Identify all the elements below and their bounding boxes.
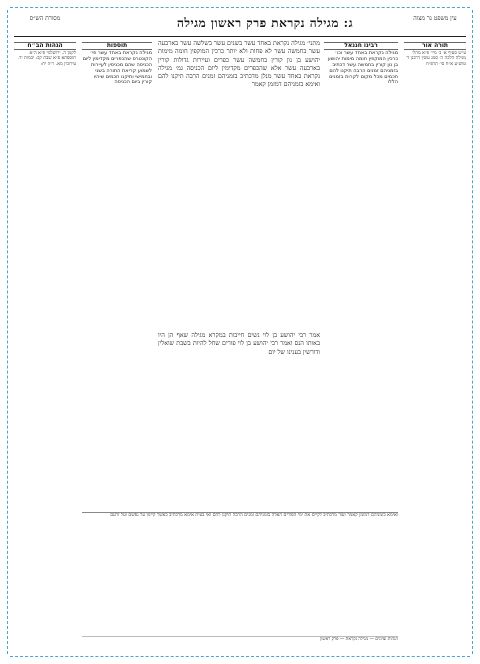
cut-line-left — [7, 10, 8, 654]
margin-right-column — [404, 40, 466, 642]
gemara-text: מתני׳ מגילה נקראת באחד עשר בשנים עשר בשלשה עשר בארבעה עשר בחמשה עשר לא פחות ולא יותר כרכין המוקפין חומה מימות יהושע בן נון קורין בחמשה עשר כפרים ועיירות גדולות קורין בארבעה עשר אלא שהכפרים מקדימין ליום הכניסה גמ׳ מגילה נקראת באחד עשר מנלן מדכתיב בזמניהם זמנים הרבה תיקנו להם ואימא בזמניהם דמזמן קאמר — [158, 40, 320, 89]
tosafot-text: מגילה נקראת באחד עשר פי׳ הקונטרס שהכפרים מקדימין ליום הכניסה שהם מכניסין לעיירות לשמוע קריאת התורה בשני ובחמישי ותיקנו חכמים שיהיו קורין ביום הכניסה — [82, 49, 152, 86]
rashi-title: רבינו חננאל — [324, 42, 398, 50]
cut-line-right — [472, 10, 473, 654]
margin-right-title: תורה אור — [404, 42, 466, 50]
page-footer: הגהות וציונים — מגילה נקראת — פרק ראשון — [82, 636, 398, 651]
bottom-commentary — [82, 512, 398, 633]
margin-left-column — [14, 40, 76, 642]
rashi-column — [324, 40, 398, 506]
rashi-text: מגילה נקראת באחד עשר וכו׳ כרכין המוקפין חומה מימות יהושע בן נון קורין בחמשה עשר דכתיב בזמניהם זמנים הרבה תיקנו להם חכמים מכל מקום לקרות בזמנים הללו — [327, 49, 398, 86]
margin-left-text: לקמן ה. ירושלמי פ״א ה״א תוספתא פ״א שבת קכ: יבמות יד. עירובין מא. ר״ה יח: — [17, 50, 76, 67]
cut-line-bottom — [10, 656, 470, 657]
tosafot-title: תוספות — [82, 42, 152, 50]
gemara-lower-body: אמר רבי יהושע בן לוי נשים חייבות במקרא מגילה שאף הן היו באותו הנס ואמר רבי יהושע בן לוי פורים שחל להיות בשבת שואלין ודורשין בענינו של יום — [158, 332, 320, 356]
gemara-main-text — [158, 40, 320, 330]
page-header — [14, 14, 466, 37]
header-right-label: עין משפט נר מצוה — [413, 15, 457, 22]
talmud-page — [14, 14, 466, 650]
cut-line-top — [10, 7, 470, 8]
margin-left-title: הגהות הב״ח — [14, 42, 76, 50]
page-title: ג: מגילה נקראת פרק ראשון מגילה — [176, 16, 354, 30]
gemara-lower-text — [158, 332, 320, 506]
header-left-label: מסורת הש״ס — [29, 15, 61, 22]
margin-right-text: ע״ש סעיף א׳ ב׳ מיי׳ פ״א מהל׳ מגילה הלכה ה׳ סמג עשין דרבנן ד׳ טוש״ע א״ח סי׳ תרפ״ח — [405, 50, 466, 67]
tosafot-column — [82, 40, 152, 506]
bottom-commentary-text: ואימא בזמניהם דמזמן קאמר ועוד מדכתיב לקיים את ימי הפורים האלה בזמניהם זמנים הרבה תיקנו להם ואי בעית אימא מדכתיב כאשר קיימו על נפשם ועל זרעם — [110, 513, 398, 518]
